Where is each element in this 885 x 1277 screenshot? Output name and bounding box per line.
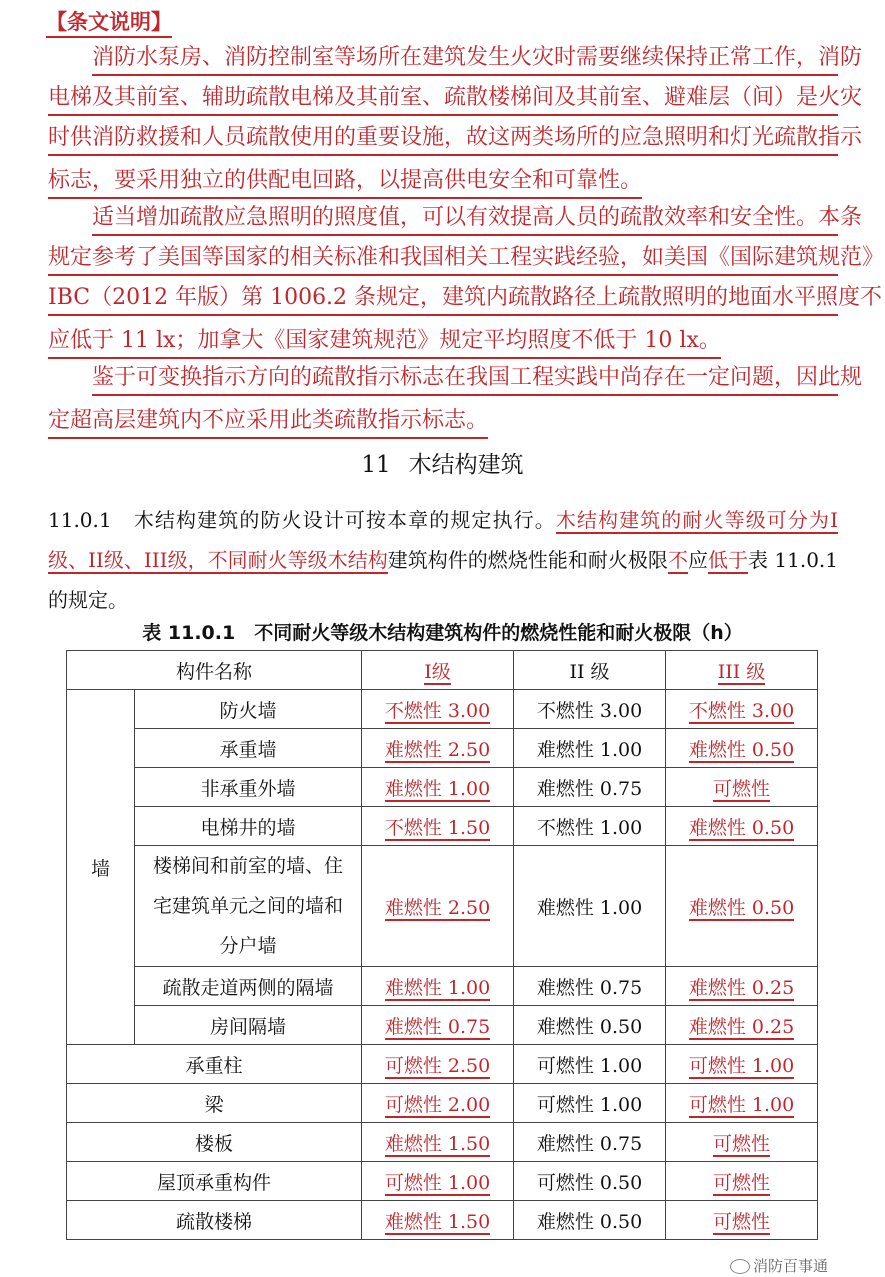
value-cell: [362, 729, 514, 768]
cell-text: 可燃性: [712, 1132, 770, 1155]
table-row: [67, 1006, 818, 1045]
cell-text: 疏散走道两侧的隔墙: [162, 976, 334, 999]
cell-text: 墙: [90, 857, 110, 880]
table-row: [67, 1201, 818, 1240]
line-text: 鉴于可变换指示方向的疏散指示标志在我国工程实践中尚存在一定问题，因此规: [92, 362, 838, 396]
value-cell: [362, 967, 514, 1006]
table-row: [67, 1084, 818, 1123]
paragraph-line: [48, 282, 883, 322]
header-cell: [362, 651, 514, 690]
table-row: [67, 1123, 818, 1162]
cell-text: 难燃性 0.25: [688, 1015, 795, 1038]
cell-text: 难燃性 0.75: [384, 1015, 491, 1038]
value-cell: [362, 690, 514, 729]
component-name-cell: [135, 729, 362, 768]
cell-text: 梁: [204, 1093, 224, 1116]
paragraph-line: [48, 122, 863, 162]
clause-revised-text: 不: [667, 548, 688, 572]
cell-text: 可燃性 1.00: [688, 1093, 795, 1116]
value-cell: [514, 1006, 666, 1045]
component-name-cell: [135, 846, 362, 967]
line-text: 消防水泵房、消防控制室等场所在建筑发生火灾时需要继续保持正常工作，消防: [92, 42, 838, 76]
paragraph-line: [48, 362, 863, 402]
cell-text: 可燃性 2.50: [384, 1054, 491, 1077]
value-cell: [666, 1084, 818, 1123]
line-text: 电梯及其前室、辅助疏散电梯及其前室、疏散楼梯间及其前室、避难层（间）是火灾: [48, 82, 838, 116]
clause-revised-text: 低于: [707, 548, 748, 572]
paragraph-line: [48, 322, 838, 362]
cell-text: 可燃性 2.00: [384, 1093, 491, 1116]
value-cell: [666, 846, 818, 967]
component-name-cell: [135, 690, 362, 729]
value-cell: [514, 846, 666, 967]
table-row: [67, 768, 818, 807]
line-text: 规定参考了美国等国家的相关标准和我国相关工程实践经验，如美国《国际建筑规范》: [48, 242, 838, 276]
value-cell: [666, 1045, 818, 1084]
value-cell: [666, 1123, 818, 1162]
component-name-cell: [67, 1045, 362, 1084]
cell-text: 难燃性 1.50: [384, 1210, 491, 1233]
clause-text: 应: [687, 548, 708, 572]
cell-text: 屋顶承重构件: [156, 1171, 271, 1194]
cell-text: 可燃性 1.00: [536, 1093, 643, 1116]
cell-text: 可燃性 1.00: [384, 1171, 491, 1194]
cell-text: 难燃性 2.50: [384, 896, 491, 919]
cell-text: 不燃性 1.50: [384, 816, 491, 839]
table-row: [67, 807, 818, 846]
value-cell: [514, 729, 666, 768]
line-text: 时供消防救援和人员疏散使用的重要设施，故这两类场所的应急照明和灯光疏散指示: [48, 122, 838, 156]
table-row: [67, 690, 818, 729]
clause-text: 木结构建筑的防火设计可按本章的规定执行。: [133, 508, 556, 532]
component-name-cell: [67, 1201, 362, 1240]
value-cell: [666, 690, 818, 729]
group-cell: [67, 690, 135, 1045]
value-cell: [362, 1201, 514, 1240]
header-cell: [67, 651, 362, 690]
fire-resistance-table: [66, 650, 818, 1240]
line-text: 应低于 11 lx；加拿大《国家建筑规范》规定平均照度不低于 10 lx。: [48, 325, 721, 359]
cell-text: 可燃性: [712, 777, 770, 800]
watermark: 消防百事通: [730, 1257, 828, 1275]
cell-text: 难燃性 2.50: [384, 738, 491, 761]
cell-text: 可燃性: [712, 1210, 770, 1233]
clause-revised-text: 木结构建筑的耐火等级可分为I级、II级、III级，不同耐火等级木结构: [48, 508, 839, 572]
value-cell: [514, 1201, 666, 1240]
cell-text: 难燃性 0.75: [536, 1132, 643, 1155]
paragraph-line: [48, 82, 863, 122]
chapter-name: 木结构建筑: [408, 452, 524, 478]
cell-text: II 级: [569, 660, 610, 683]
cell-text: III 级: [717, 660, 766, 683]
chapter-number: 11: [361, 452, 391, 478]
paragraph-line: [48, 202, 863, 242]
value-cell: [362, 1123, 514, 1162]
value-cell: [514, 967, 666, 1006]
cell-text: 难燃性 0.75: [536, 976, 643, 999]
cell-text: 难燃性 0.50: [688, 816, 795, 839]
value-cell: [362, 1006, 514, 1045]
paragraph-line: [48, 402, 838, 442]
value-cell: [362, 1162, 514, 1201]
value-cell: [514, 1162, 666, 1201]
table-row: [67, 729, 818, 768]
value-cell: [514, 690, 666, 729]
table-row: [67, 967, 818, 1006]
cell-text: 构件名称: [175, 660, 252, 683]
value-cell: [362, 1084, 514, 1123]
value-cell: [666, 807, 818, 846]
cell-text: 难燃性 1.00: [536, 738, 643, 761]
explanation-paragraph: [48, 202, 885, 362]
component-name-cell: [135, 967, 362, 1006]
cell-text: 难燃性 0.25: [688, 976, 795, 999]
cell-text: 楼梯间和前室的墙、住宅建筑单元之间的墙和分户墙: [152, 855, 343, 957]
cell-text: 疏散楼梯: [175, 1210, 252, 1233]
cell-text: 难燃性 0.50: [536, 1210, 643, 1233]
cell-text: 非承重外墙: [200, 777, 296, 800]
value-cell: [666, 967, 818, 1006]
clause-text: 建筑构件的燃烧性能和耐火极限: [387, 548, 668, 572]
cell-text: 不燃性 1.00: [536, 816, 643, 839]
cell-text: 难燃性 1.50: [384, 1132, 491, 1155]
component-name-cell: [67, 1084, 362, 1123]
value-cell: [362, 1045, 514, 1084]
cell-text: 不燃性 3.00: [536, 699, 643, 722]
paragraph-line: [48, 242, 885, 282]
chapter-title: [0, 448, 885, 482]
explanation-paragraph: [48, 362, 863, 442]
header-cell: [666, 651, 818, 690]
value-cell: [514, 1045, 666, 1084]
cell-text: 难燃性 1.00: [384, 976, 491, 999]
value-cell: [666, 1162, 818, 1201]
cell-text: 可燃性 1.00: [688, 1054, 795, 1077]
value-cell: [666, 1006, 818, 1045]
cell-text: 可燃性: [712, 1171, 770, 1194]
wechat-icon: [730, 1259, 750, 1274]
cell-text: 楼板: [194, 1132, 233, 1155]
table-row: [67, 1162, 818, 1201]
component-name-cell: [135, 1006, 362, 1045]
cell-text: 可燃性 0.50: [536, 1171, 643, 1194]
clause-text: 表 11.0.1 的规定。: [48, 548, 838, 612]
value-cell: [666, 1201, 818, 1240]
table-caption: 表 11.0.1 不同耐火等级木结构建筑构件的燃烧性能和耐火极限（h）: [142, 622, 743, 644]
header-cell: [514, 651, 666, 690]
cell-text: 不燃性 3.00: [384, 699, 491, 722]
cell-text: 难燃性 0.75: [536, 777, 643, 800]
table-header-row: [67, 651, 818, 690]
cell-text: 房间隔墙: [209, 1015, 286, 1038]
value-cell: [362, 846, 514, 967]
cell-text: 难燃性 1.00: [536, 896, 643, 919]
cell-text: 难燃性 0.50: [688, 896, 795, 919]
value-cell: [362, 807, 514, 846]
component-name-cell: [135, 807, 362, 846]
cell-text: 不燃性 3.00: [688, 699, 795, 722]
value-cell: [514, 1084, 666, 1123]
line-text: 标志，要采用独立的供配电回路，以提高供电安全和可靠性。: [48, 165, 642, 199]
value-cell: [514, 807, 666, 846]
component-name-cell: [67, 1123, 362, 1162]
table-row: [67, 846, 818, 967]
component-name-cell: [135, 768, 362, 807]
clause-number: 11.0.1: [48, 508, 112, 532]
explanation-paragraph: [48, 42, 863, 202]
cell-text: 难燃性 1.00: [384, 777, 491, 800]
component-name-cell: [67, 1162, 362, 1201]
cell-text: 防火墙: [219, 699, 277, 722]
cell-text: I级: [424, 660, 451, 683]
cell-text: 承重墙: [219, 738, 277, 761]
value-cell: [514, 768, 666, 807]
value-cell: [362, 768, 514, 807]
cell-text: 难燃性 0.50: [536, 1015, 643, 1038]
cell-text: 难燃性 0.50: [688, 738, 795, 761]
table-row: [67, 1045, 818, 1084]
explanation-heading: 【条文说明】: [46, 8, 172, 38]
cell-text: 电梯井的墙: [200, 816, 296, 839]
line-text: 适当增加疏散应急照明的照度值，可以有效提高人员的疏散效率和安全性。本条: [92, 202, 838, 236]
paragraph-line: [48, 162, 838, 202]
cell-text: 承重柱: [185, 1054, 243, 1077]
value-cell: [666, 768, 818, 807]
line-text: 定超高层建筑内不应采用此类疏散指示标志。: [48, 405, 488, 439]
paragraph-line: [48, 42, 863, 82]
clause-11-0-1: [48, 500, 838, 620]
value-cell: [666, 729, 818, 768]
line-text: IBC（2012 年版）第 1006.2 条规定，建筑内疏散路径上疏散照明的地面水平照度不: [48, 282, 838, 316]
cell-text: 可燃性 1.00: [536, 1054, 643, 1077]
value-cell: [514, 1123, 666, 1162]
